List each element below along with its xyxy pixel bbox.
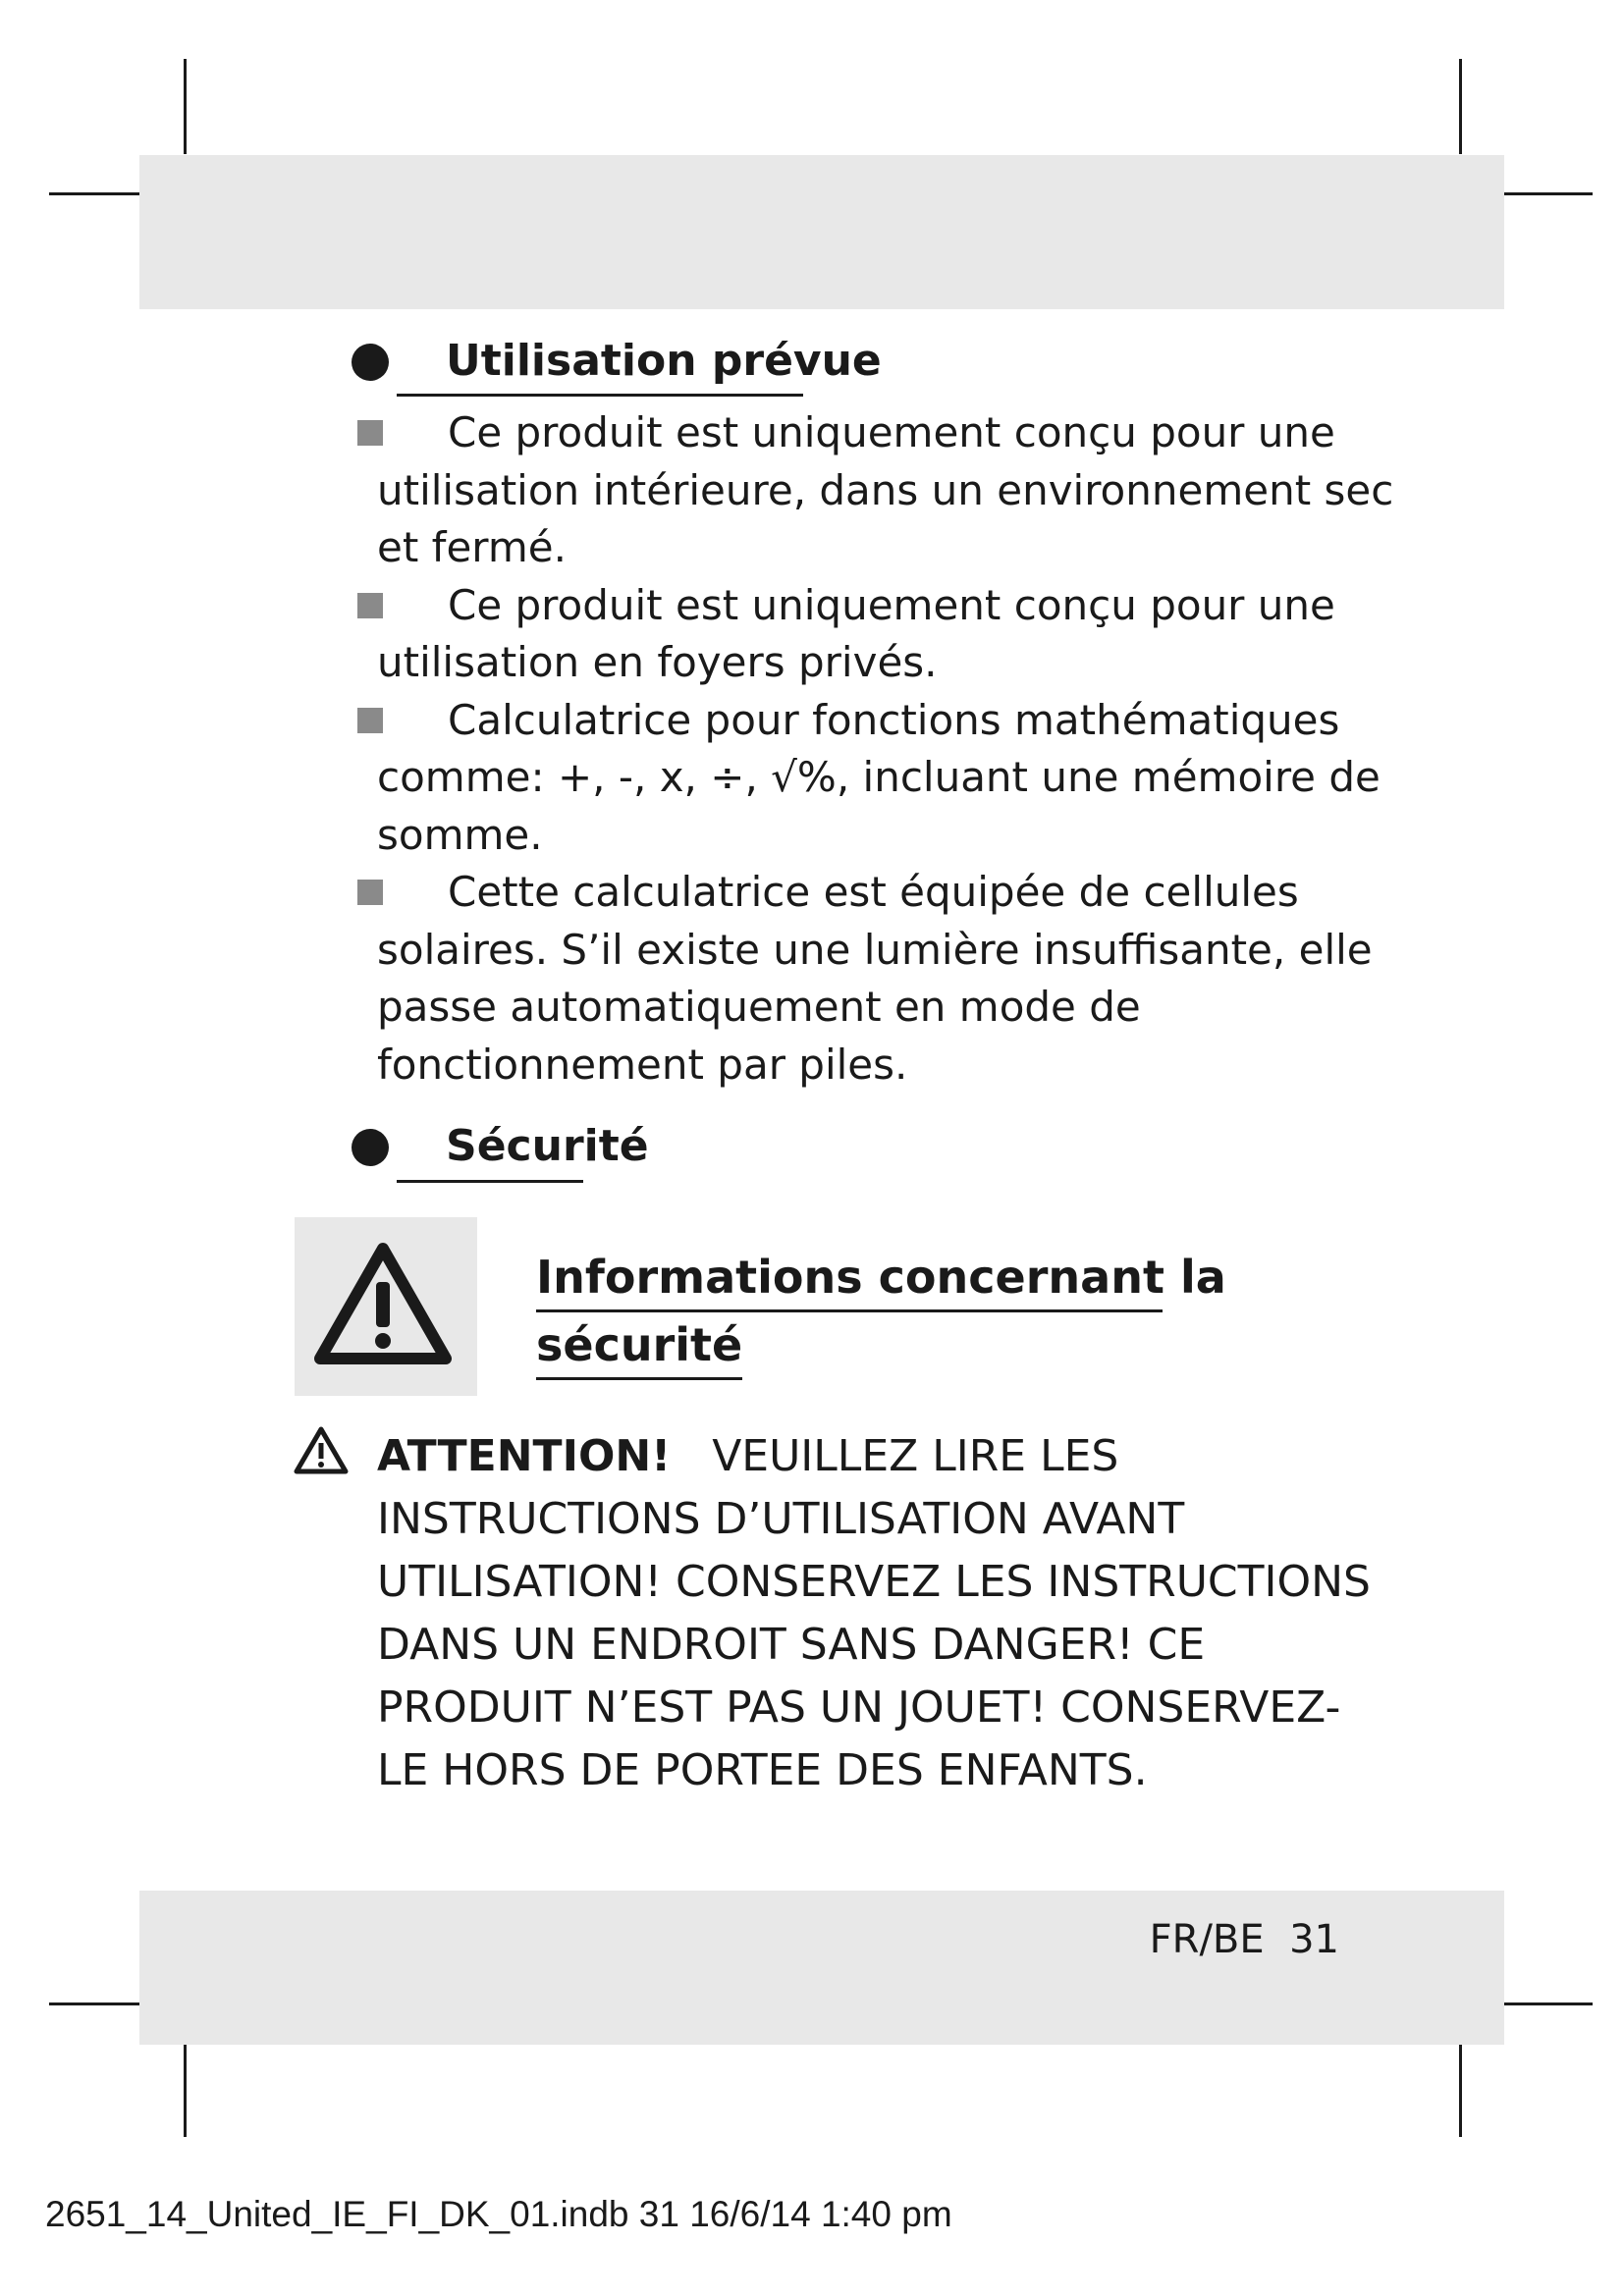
crop-mark [49,2002,144,2005]
attention-label: ATTENTION! [377,1431,672,1481]
section-title: Utilisation prévue [446,336,882,386]
attention-paragraph [377,1425,1379,1802]
list-item [357,692,1398,865]
usage-list [357,404,1398,1094]
square-bullet-icon [357,593,383,618]
title-underline [397,394,803,397]
list-item [357,577,1398,692]
list-item [357,404,1398,577]
crop-mark [1497,192,1593,195]
crop-mark [184,59,187,154]
section-heading-usage [352,334,882,393]
safety-info-title [536,1245,1226,1380]
title-underline [397,1180,583,1183]
crop-mark [1459,2042,1462,2137]
crop-mark [1459,59,1462,154]
attention-text: VEUILLEZ LIRE LES INSTRUCTIONS D’UTILISATION AVANT UTILISATION! CONSERVEZ LES INSTRUCTIONS DANS UN ENDROIT SANS DANGER! CE PRODUIT N’EST PAS UN JOUET! CONSERVEZ-LE HORS DE PORTEE DES ENFANTS. [377,1431,1371,1795]
header-band [139,155,1504,309]
crop-mark [49,192,144,195]
page-number: 31 [1289,1917,1339,1962]
list-item-text: Cette calculatrice est équipée de cellules solaires. S’il existe une lumière insuffisante, elle passe automatiquement en mode de fonctionnement par piles. [377,868,1373,1089]
warning-triangle-icon [314,1241,452,1368]
square-bullet-icon [357,420,383,446]
list-item-text: Calculatrice pour fonctions mathématiques comme: +, -, x, ÷, √%, incluant une mémoire de somme. [377,695,1380,859]
square-bullet-icon [357,880,383,905]
bullet-dot-icon [352,344,389,381]
section-heading-safety [352,1119,685,1178]
bullet-dot-icon [352,1129,389,1166]
crop-mark [1497,2002,1593,2005]
locale-code: FR/BE [1149,1917,1265,1962]
attention-triangle-icon [293,1425,350,1476]
print-slug: 2651_14_United_IE_FI_DK_01.indb 31 16/6/14 1:40 pm [45,2194,952,2234]
square-bullet-icon [357,708,383,733]
warning-box [295,1217,477,1396]
list-item-text: Ce produit est uniquement conçu pour une utilisation intérieure, dans un environnement sec et fermé. [377,408,1394,571]
page-footer [1150,1910,1339,1969]
safety-info-title-line2: sécurité [536,1312,742,1380]
safety-info-title-line1: Informations concernant la [536,1245,1163,1312]
list-item [357,864,1398,1094]
list-item-text: Ce produit est uniquement conçu pour une utilisation en foyers privés. [377,580,1335,686]
section-title: Sécurité [446,1121,649,1171]
crop-mark [184,2042,187,2137]
